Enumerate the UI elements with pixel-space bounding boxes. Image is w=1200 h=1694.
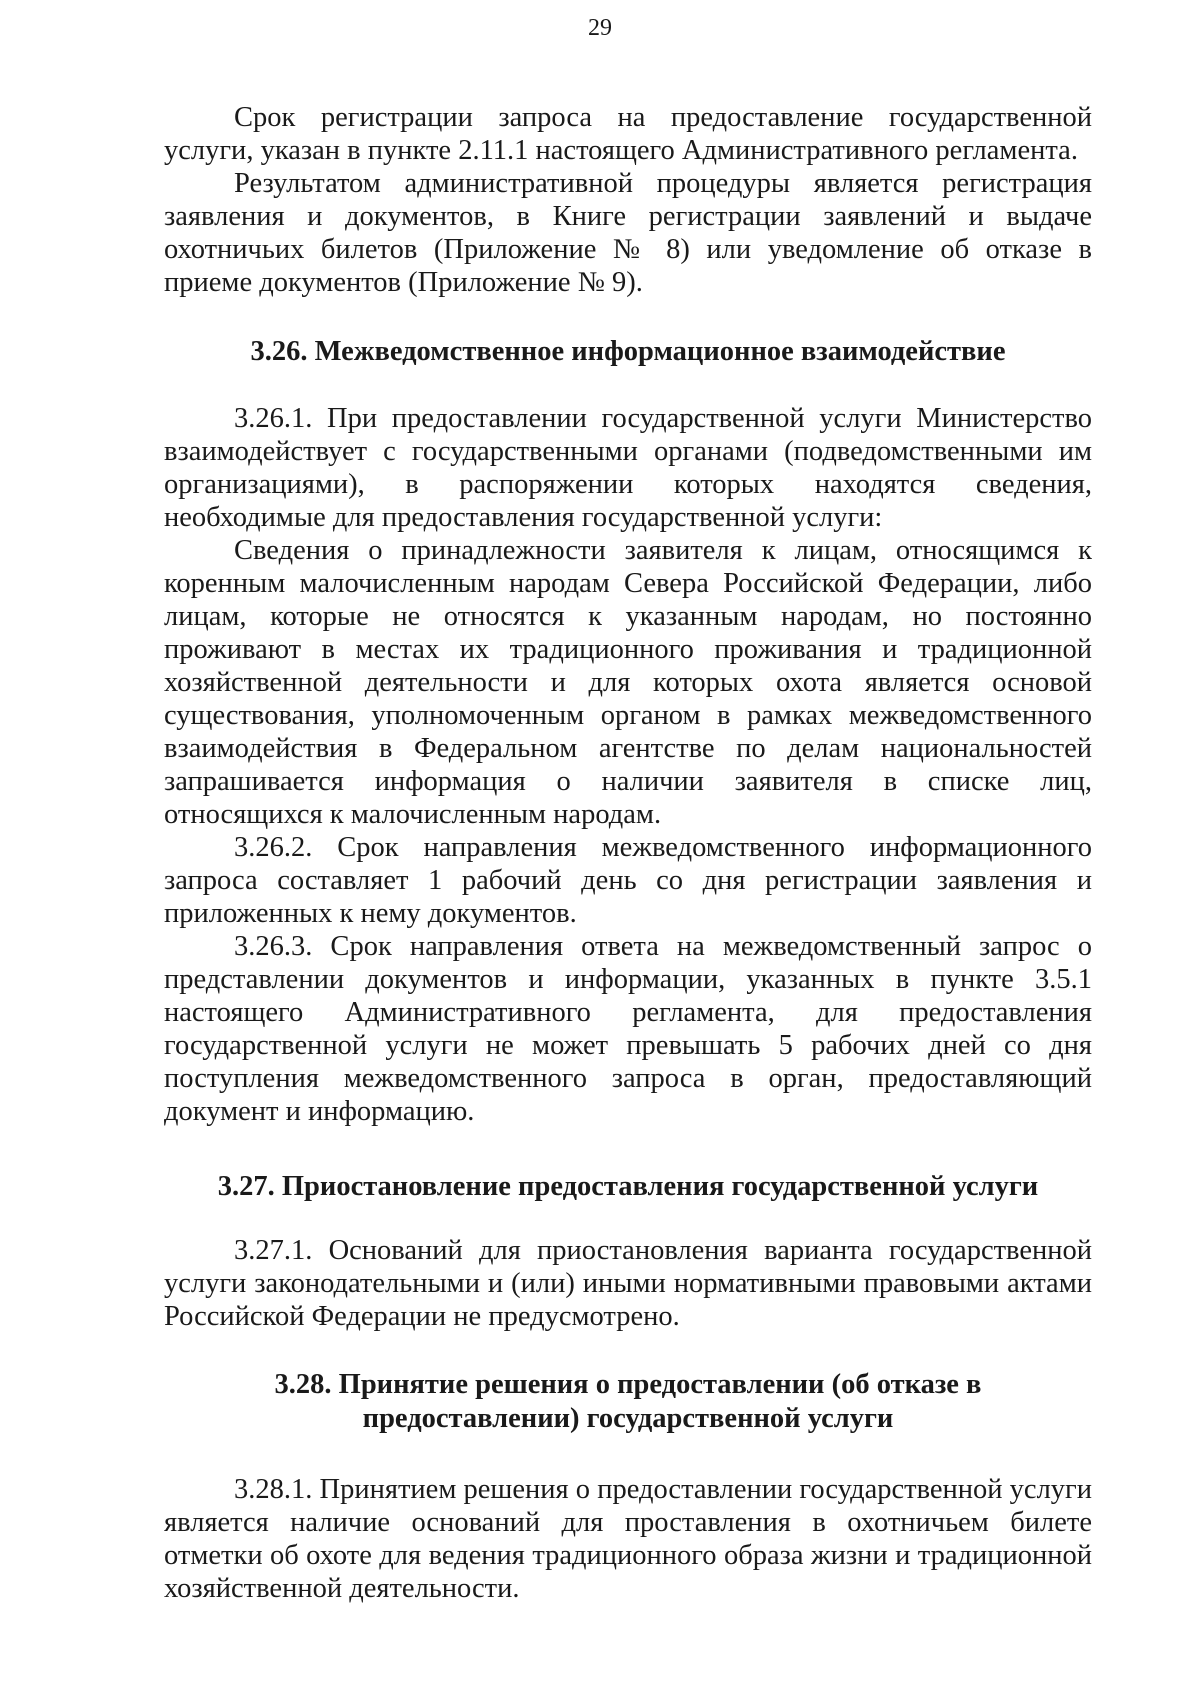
- intro-block: [164, 101, 1092, 299]
- section-heading-3-28: [164, 1368, 1092, 1436]
- paragraph-3-26-1-details: Сведения о принадлежности заявителя к лицам, относящимся к коренным малочисленным народам Севера Российской Федерации, либо лицам, которые не относятся к указанным народам, но постоянно проживают в местах их традиционного проживания и традиционной хозяйственной деятельности и для которых охота является основой существования, уполномоченным органом в рамках межведомственного взаимодействия в Федеральном агентстве по делам национальностей запрашивается информация о наличии заявителя в списке лиц, относящихся к малочисленным народам.: [164, 535, 1092, 830]
- paragraph-registration-term: Срок регистрации запроса на предоставление государственной услуги, указан в пункте 2.11.1 настоящего Административного регламента.: [164, 102, 1092, 166]
- section-heading-3-28-line1: 3.28. Принятие решения о предоставлении (об отказе в: [274, 1369, 982, 1400]
- paragraph-3-27-1: 3.27.1. Оснований для приостановления варианта государственной услуги законодательными и (или) иными нормативными правовыми актами Российской Федерации не предусмотрено.: [164, 1235, 1092, 1332]
- page-number: 29: [588, 15, 612, 41]
- section-3-26-body: [164, 402, 1092, 1128]
- paragraph-3-26-2: 3.26.2. Срок направления межведомственного информационного запроса составляет 1 рабочий день со дня регистрации заявления и приложенных к нему документов.: [164, 832, 1092, 929]
- section-heading-3-27: 3.27. Приостановление предоставления государственной услуги: [217, 1171, 1039, 1202]
- section-heading-3-28-line2: предоставлении) государственной услуги: [362, 1403, 894, 1434]
- paragraph-procedure-result: Результатом административной процедуры является регистрация заявления и документов, в Книге регистрации заявлений и выдаче охотничьих билетов (Приложение № 8) или уведомление об отказе в приеме документов (Приложение № 9).: [164, 168, 1092, 298]
- section-heading-3-26: 3.26. Межведомственное информационное взаимодействие: [250, 336, 1006, 367]
- section-3-28-body: [164, 1473, 1092, 1605]
- paragraph-3-26-1: 3.26.1. При предоставлении государственной услуги Министерство взаимодействует с государственными органами (подведомственными им организациями), в распоряжении которых находятся сведения, необходимые для предоставления государственной услуги:: [164, 403, 1092, 533]
- paragraph-3-28-1: 3.28.1. Принятием решения о предоставлении государственной услуги является наличие оснований для проставления в охотничьем билете отметки об охоте для ведения традиционного образа жизни и традиционной хозяйственной деятельности.: [164, 1474, 1092, 1604]
- paragraph-3-26-3: 3.26.3. Срок направления ответа на межведомственный запрос о представлении документов и информации, указанных в пункте 3.5.1 настоящего Административного регламента, для предоставления государственной услуги не может превышать 5 рабочих дней со дня поступления межведомственного запроса в орган, предоставляющий документ и информацию.: [164, 931, 1092, 1127]
- section-3-27-body: [164, 1234, 1092, 1333]
